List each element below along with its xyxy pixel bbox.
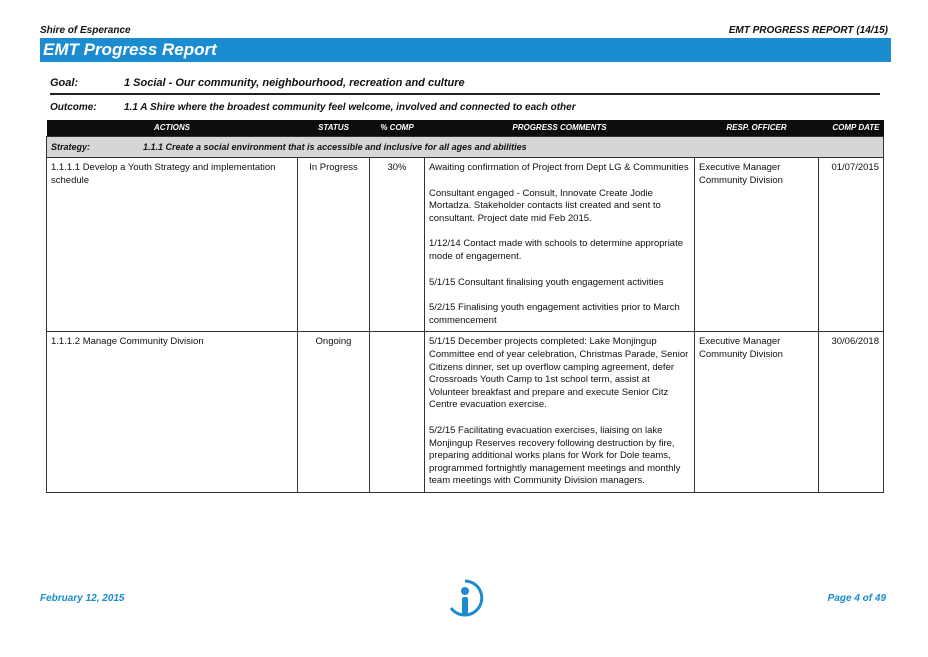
col-officer: RESP. OFFICER <box>695 120 819 136</box>
col-comp: % COMP <box>370 120 425 136</box>
strategy-label: Strategy: <box>51 141 91 152</box>
table-header <box>47 120 884 136</box>
goal-row <box>50 77 880 95</box>
comments-cell <box>425 158 695 332</box>
comp-cell: 30% <box>370 158 425 332</box>
col-status: STATUS <box>298 120 370 136</box>
date-cell: 30/06/2018 <box>819 332 884 493</box>
status-cell: Ongoing <box>298 332 370 493</box>
action-cell: 1.1.1.2 Manage Community Division <box>47 332 298 493</box>
comment-entry: Consultant engaged - Consult, Innovate Create Jodie Mortadza. Stakeholder contacts list created and sent to consultant. Project date mid Feb 2015. <box>429 187 661 224</box>
outcome-label: Outcome: <box>50 102 97 113</box>
page-title: EMT Progress Report <box>43 40 217 59</box>
table-row <box>47 158 884 332</box>
shire-logo-icon <box>443 578 487 618</box>
outcome-text: 1.1 A Shire where the broadest community feel welcome, involved and connected to each other <box>124 102 576 113</box>
footer-date: February 12, 2015 <box>40 593 125 604</box>
comment-entry: 5/2/15 Finalising youth engagement activities prior to March commencement <box>429 302 680 326</box>
comment-entry: 5/1/15 December projects completed: Lake Monjingup Committee end of year celebration, Christmas Parade, Senior Citizens dinner, set up overflow camping agreement, defer Crossroads Youth Camp to 1st school term, assist at Volunteer breakfast and prepare and execute Senior Citz Centre evacuation exercise. <box>429 336 689 411</box>
goal-text: 1 Social - Our community, neighbourhood, recreation and culture <box>124 77 465 89</box>
comment-entry: 5/1/15 Consultant finalising youth engagement activities <box>429 276 664 288</box>
comment-entry: 5/2/15 Facilitating evacuation exercises, liaising on lake Monjingup Reserves recovery following destruction by fire, preparing additional works plans for Work for Dole teams, programmed fortnightly management meetings and monthly team meetings with Community Division managers. <box>429 425 681 487</box>
goal-label: Goal: <box>50 77 79 89</box>
title-bar <box>40 38 891 62</box>
progress-table <box>46 120 884 493</box>
col-comments: PROGRESS COMMENTS <box>425 120 695 136</box>
officer-cell: Executive Manager Community Division <box>695 332 819 493</box>
comment-entry: Awaiting confirmation of Project from Dept LG & Communities <box>429 162 689 174</box>
strategy-row <box>47 136 884 158</box>
col-date: COMP DATE <box>819 120 884 136</box>
officer-cell: Executive Manager Community Division <box>695 158 819 332</box>
action-cell: 1.1.1.1 Develop a Youth Strategy and implementation schedule <box>47 158 298 332</box>
comp-cell <box>370 332 425 493</box>
org-name: Shire of Esperance <box>40 25 131 36</box>
status-cell: In Progress <box>298 158 370 332</box>
col-actions: ACTIONS <box>47 120 298 136</box>
comment-entry: 1/12/14 Contact made with schools to determine appropriate mode of engagement. <box>429 238 684 263</box>
strategy-text: 1.1.1 Create a social environment that is accessible and inclusive for all ages and abilities <box>143 141 527 152</box>
page-number: Page 4 of 49 <box>827 593 886 604</box>
table-row <box>47 332 884 493</box>
strategy-cell <box>47 136 884 158</box>
comments-cell <box>425 332 695 493</box>
report-reference: EMT PROGRESS REPORT (14/15) <box>728 25 888 36</box>
date-cell: 01/07/2015 <box>819 158 884 332</box>
